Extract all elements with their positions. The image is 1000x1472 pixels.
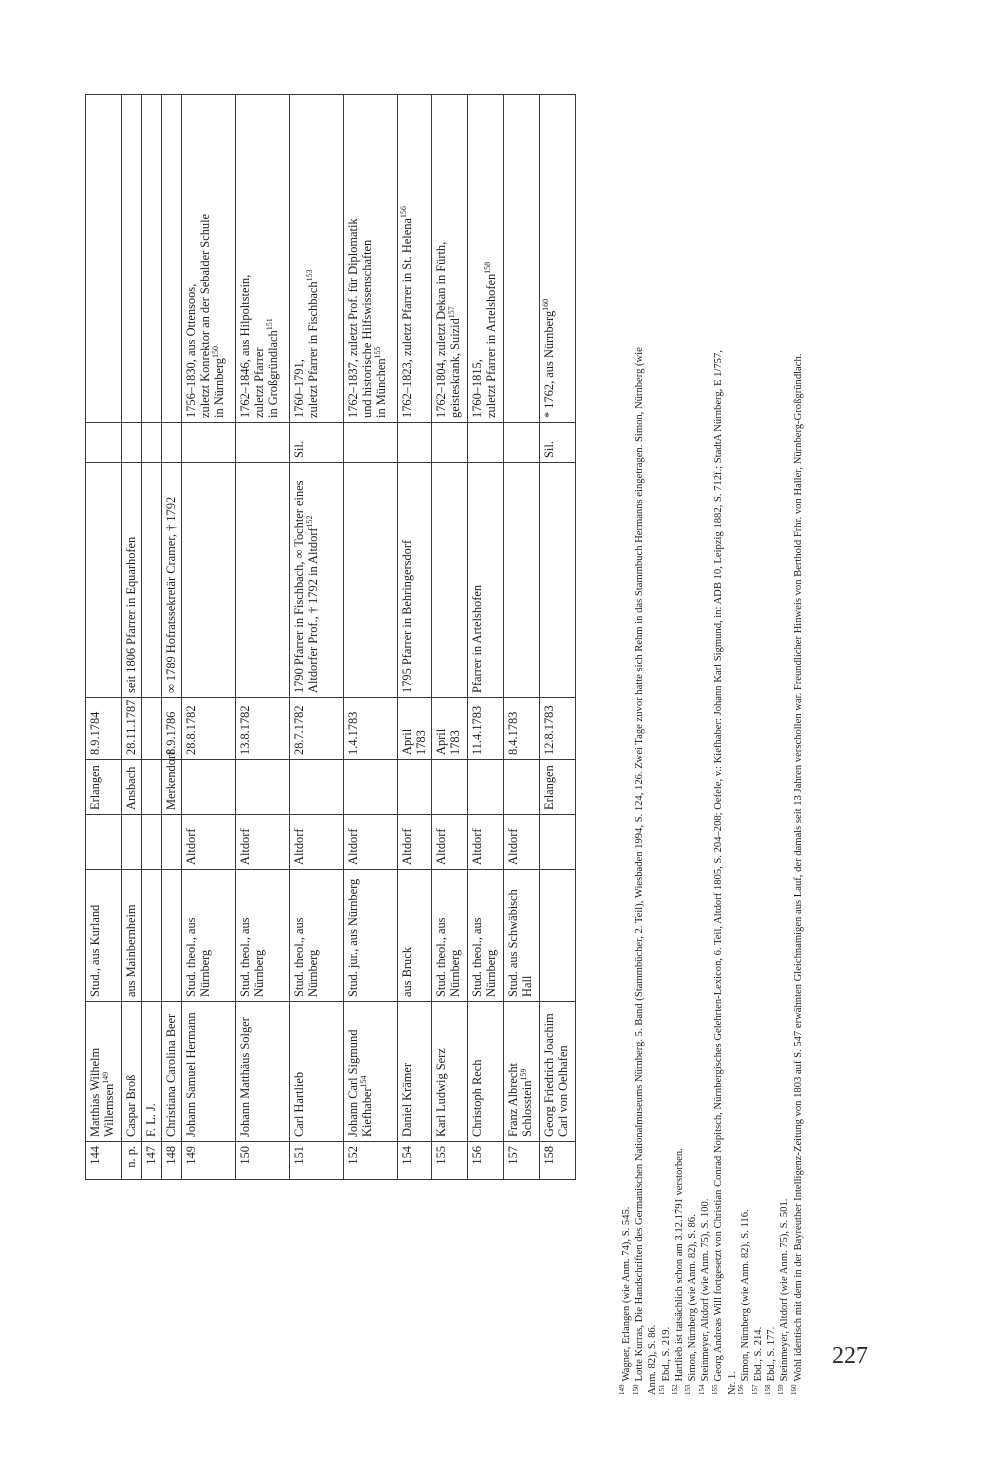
person-name: Carl Hartlieb (292, 1071, 306, 1137)
note-text: 1795 Pfarrer in Behringersdorf (400, 539, 414, 693)
date: 8.9.1786 (164, 711, 178, 755)
description-cell (182, 870, 236, 1002)
date: 13.8.1782 (238, 705, 252, 755)
biography-line (374, 99, 388, 418)
entry-number-cell (122, 1142, 142, 1180)
place-cell (182, 815, 236, 870)
biography-line (238, 99, 252, 418)
date: 8.4.1783 (506, 711, 520, 755)
note-text: seit 1806 Pfarrer in Equarhofen (124, 536, 138, 693)
place-cell (290, 815, 344, 870)
entry-number-cell (432, 1142, 468, 1180)
place-cell (504, 815, 540, 870)
entry-number-cell (344, 1142, 398, 1180)
place: Altdorf (238, 828, 252, 865)
date: 11.4.1783 (470, 705, 484, 755)
footnote (712, 335, 738, 1395)
note-cell (182, 463, 236, 698)
person-name-cont: Schlosstein (520, 1080, 534, 1137)
date: 1.4.1783 (346, 711, 360, 755)
entry-number: 144 (88, 1146, 102, 1165)
footnote-ref: 149 (100, 1071, 110, 1084)
table-row (182, 95, 236, 1180)
footnote (792, 335, 805, 1395)
name-cell (468, 1002, 504, 1142)
date-cell (182, 698, 236, 760)
entry-number: 157 (506, 1146, 520, 1165)
biography-text: zuletzt Pfarrer (252, 347, 266, 418)
footnote (633, 335, 659, 1395)
entry-number: 148 (164, 1146, 178, 1165)
description-cell (162, 870, 182, 1002)
place-cell (122, 760, 142, 815)
footnote-ref: 153 (304, 269, 314, 282)
biography-text: 1760–1791, (292, 359, 306, 418)
person-name: Christoph Rech (470, 1059, 484, 1137)
description: aus Mainbernheim (124, 904, 138, 997)
mark-cell (290, 423, 344, 463)
mark-cell (122, 423, 142, 463)
date: April 1783 (434, 728, 462, 755)
person-name: Christiana Carolina Beer (164, 1013, 178, 1137)
biography-text: in München (374, 358, 388, 418)
table-row (142, 95, 162, 1180)
mark-cell (504, 423, 540, 463)
footnote-ref: 158 (482, 261, 492, 274)
entry-number: 150 (238, 1146, 252, 1165)
name-cell (540, 1002, 576, 1142)
table-row (236, 95, 290, 1180)
biography-text: zuletzt Konrektor an der Sebalder Schule (198, 213, 212, 418)
place: Altdorf (184, 828, 198, 865)
biography-line (292, 99, 306, 418)
note-cell (236, 463, 290, 698)
place-cell (540, 815, 576, 870)
place-cell (398, 760, 432, 815)
date: 8.9.1784 (88, 711, 102, 755)
name-cell (504, 1002, 540, 1142)
footnote-number: 150 (631, 1384, 640, 1395)
biography-cell (86, 95, 122, 423)
entry-number: 156 (470, 1146, 484, 1165)
footnote-text: Georg Andreas Will fortgesetzt von Christian Conrad Nopitsch, Nürnbergisches Gelehrten-Lexicon, 6. Teil, Altdorf 1805, S. 204–208; Oefele, v.: Kiefhaber: Johann Karl Sigmund, in: ADB 10, Leipzig 1882, S. 712f.; StadtA Nürnberg, E 1/757, Nr. 1. (713, 350, 738, 1395)
biography-line (434, 99, 448, 418)
note-cell (344, 463, 398, 698)
entry-number-cell (86, 1142, 122, 1180)
person-name: Karl Ludwig Serz (434, 1048, 448, 1137)
description-cell (142, 870, 162, 1002)
entry-number-cell (504, 1142, 540, 1180)
footnote-text: Wohl identisch mit dem in der Bayreuther Intelligenz-Zeitung von 1803 auf S. 547 erwähnten Gleichnamigen aus Lauf, der damals seit 13 Jahren verschollen war. Freundlicher Hinweis von Berthold Frhr. von Haller, Nürnberg-Großgründlach. (792, 353, 804, 1382)
footnote-ref: 155 (372, 346, 382, 359)
footnote-ref: 154 (358, 1075, 368, 1088)
date-cell (162, 698, 182, 760)
table-row (468, 95, 504, 1180)
place-cell (122, 815, 142, 870)
table-row (432, 95, 468, 1180)
table-row (290, 95, 344, 1180)
place-cell (540, 760, 576, 815)
note-cell (540, 463, 576, 698)
footnote-ref: 157 (446, 306, 456, 319)
mark-cell (468, 423, 504, 463)
biography-line (346, 99, 360, 418)
note-cell (504, 463, 540, 698)
note-text-cont: Altdorfer Prof., † 1792 in Altdorf (306, 527, 320, 693)
biography-text: 1762–1846, aus Hilpoltstein, (238, 274, 252, 418)
note-cell (468, 463, 504, 698)
biography-line (306, 99, 320, 418)
footnote-text: Simon, Nürnberg (wie Anm. 82), S. 86. (687, 1214, 699, 1382)
place-cell (182, 760, 236, 815)
person-name-cont: Carl von Oelhafen (556, 1045, 570, 1137)
note-text: 1790 Pfarrer in Fischbach, ∞ Tochter eines (292, 480, 306, 693)
note-cell (86, 463, 122, 698)
mark-cell (432, 423, 468, 463)
footnote-text: Ebd., S. 177. (766, 1326, 778, 1382)
biography-cell (344, 95, 398, 423)
place-cell (162, 815, 182, 870)
date: April 1783 (400, 728, 428, 755)
footnote (620, 335, 633, 1395)
place-cell (290, 760, 344, 815)
page-number: 227 (832, 1343, 868, 1369)
person-name-line2 (360, 1006, 374, 1137)
footnote (752, 335, 765, 1395)
entry-number-cell (398, 1142, 432, 1180)
place-cell (468, 815, 504, 870)
footnote-number: 151 (658, 1384, 667, 1395)
biography-cell (432, 95, 468, 423)
place-cell (142, 815, 162, 870)
footnote-text: Steinmeyer, Altdorf (wie Anm. 75), S. 100. (700, 1198, 712, 1382)
place-cell (344, 760, 398, 815)
biography-line (252, 99, 266, 418)
note-cell (122, 463, 142, 698)
footnote (699, 335, 712, 1395)
name-cell (344, 1002, 398, 1142)
biography-text: zuletzt Pfarrer in Fischbach (306, 281, 320, 418)
mark-cell (540, 423, 576, 463)
footnote-text: Hartlieb ist tatsächlich schon am 3.12.1791 verstorben. (673, 1148, 685, 1382)
description-cell (122, 870, 142, 1002)
entry-number-cell (182, 1142, 236, 1180)
date-cell (344, 698, 398, 760)
description: Stud. theol., aus Nürnberg (434, 917, 462, 997)
place: Altdorf (434, 828, 448, 865)
table-row (504, 95, 540, 1180)
description-cell (344, 870, 398, 1002)
description-cell (290, 870, 344, 1002)
footnote (686, 335, 699, 1395)
biography-cell (122, 95, 142, 423)
date: 28.8.1782 (184, 705, 198, 755)
footnote (765, 335, 778, 1395)
place: Erlangen (88, 765, 102, 810)
entry-number-cell (468, 1142, 504, 1180)
place-cell (236, 815, 290, 870)
date: 12.8.1783 (542, 705, 556, 755)
description: Stud. theol., aus Nürnberg (292, 917, 320, 997)
date-cell (468, 698, 504, 760)
rotated-page-content (85, 90, 845, 1400)
place-cell (432, 815, 468, 870)
footnote-text: Lotte Kurras, Die Handschriften des Germanischen Nationalmuseums Nürnberg. 5. Band (Stammbücher, 2. Teil), Wiesbaden 1994, S. 124, 126. Zwei Tage zuvor hatte sich Rehm in das Stammbuch Hermanns eingetragen. Simon, Nürnberg (wie Anm. 82), S. 86. (634, 347, 659, 1395)
mark-cell (182, 423, 236, 463)
person-name: Johann Carl Sigmund (346, 1029, 360, 1137)
note-cell (398, 463, 432, 698)
biography-cell (290, 95, 344, 423)
note-text: ∞ 1789 Hofratssekretär Cramer, † 1792 (164, 496, 178, 693)
date-cell (540, 698, 576, 760)
footnote-text: Wagner, Erlangen (wie Anm. 74), S. 545. (621, 1206, 632, 1382)
person-name-line2 (102, 1006, 116, 1137)
description: Stud. theol., aus Nürnberg (238, 917, 266, 997)
name-cell (398, 1002, 432, 1142)
biography-cell (182, 95, 236, 423)
note-cell (432, 463, 468, 698)
biography-line (266, 99, 280, 418)
footnote-ref: 160 (540, 298, 550, 311)
biography-text: 1762–1837, zuletzt Prof. für Diplomatik (346, 218, 360, 418)
biography-line (542, 99, 556, 418)
entry-number-cell (236, 1142, 290, 1180)
footnote-text: Ebd., S. 219. (660, 1326, 672, 1382)
place: Erlangen (542, 765, 556, 810)
footnote-number: 153 (684, 1384, 693, 1395)
footnote-ref: 152 (304, 515, 314, 528)
footnote-text: Ebd., S. 214. (753, 1326, 765, 1382)
table-row (398, 95, 432, 1180)
biography-cell (236, 95, 290, 423)
name-cell (122, 1002, 142, 1142)
date-cell (122, 698, 142, 760)
footnote-number: 154 (697, 1384, 706, 1395)
table-row (540, 95, 576, 1180)
date: 28.7.1782 (292, 705, 306, 755)
biography-text: und historische Hilfswissenschaften (360, 239, 374, 418)
entry-number: 152 (346, 1146, 360, 1165)
biography-text: 1760–1815, (470, 359, 484, 418)
description-cell (504, 870, 540, 1002)
date-cell (142, 698, 162, 760)
biography-text: in Großgründlach (266, 330, 280, 418)
place: Altdorf (506, 828, 520, 865)
date-cell (236, 698, 290, 760)
note-cell (162, 463, 182, 698)
note-text: Pfarrer in Artelshofen (470, 584, 484, 693)
place-cell (504, 760, 540, 815)
biography-text: 1762–1823, zuletzt Pfarrer in St. Helena (400, 218, 414, 418)
biography-line (400, 99, 414, 418)
mark-cell (344, 423, 398, 463)
biography-text: geisteskrank, Suizid (448, 318, 462, 418)
person-name-cont: Willemsen (102, 1083, 116, 1137)
footnote-ref: 156 (398, 206, 408, 219)
biography-text: 1756–1830, aus Ottensoos, (184, 283, 198, 418)
description-cell (468, 870, 504, 1002)
mark: Sil. (542, 441, 556, 458)
place: Merkendorf (164, 750, 178, 810)
place: Altdorf (292, 828, 306, 865)
mark-cell (86, 423, 122, 463)
entry-number-cell (142, 1142, 162, 1180)
entry-number: 158 (542, 1146, 556, 1165)
entry-number: n. p. (124, 1146, 138, 1168)
place-cell (86, 815, 122, 870)
biography-line (184, 99, 198, 418)
biography-text: in Nürnberg (212, 358, 226, 418)
description-cell (398, 870, 432, 1002)
footnote-number: 158 (763, 1384, 772, 1395)
person-name: Georg Friedrich Joachim (542, 1013, 556, 1137)
register-table (85, 94, 576, 1180)
biography-text: zuletzt Pfarrer in Artelshofen (484, 273, 498, 418)
footnote-text: Simon, Nürnberg (wie Anm. 82), S. 116. (739, 1209, 751, 1382)
person-name: Johann Matthäus Solger (238, 1017, 252, 1137)
description: Stud. aus Schwäbisch Hall (506, 889, 534, 997)
footnote-text: Steinmeyer, Altdorf (wie Anm. 75), S. 501. (779, 1198, 791, 1382)
mark-cell (236, 423, 290, 463)
mark-cell (142, 423, 162, 463)
description: Stud. jur., aus Nürnberg (346, 878, 360, 997)
place: Altdorf (346, 828, 360, 865)
person-name: Caspar Broß (124, 1074, 138, 1137)
table-row (86, 95, 122, 1180)
entry-number: 151 (292, 1146, 306, 1165)
biography-line (198, 99, 212, 418)
description: aus Bruck (400, 947, 414, 997)
biography-text: 1762–1804, zuletzt Dekan in Fürth, (434, 241, 448, 418)
person-name: Franz Albrecht (506, 1063, 520, 1137)
entry-number: 147 (144, 1146, 158, 1165)
mark-cell (398, 423, 432, 463)
person-name: Johann Samuel Hermann (184, 1012, 198, 1137)
footnote-ref: 151 (264, 318, 274, 331)
date-cell (398, 698, 432, 760)
name-cell (290, 1002, 344, 1142)
biography-line (470, 99, 484, 418)
place-cell (344, 815, 398, 870)
footnotes (620, 335, 805, 1395)
biography-line (212, 99, 226, 418)
footnote-ref: 150 (210, 346, 220, 358)
mark-cell (162, 423, 182, 463)
description: Stud. theol., aus Nürnberg (470, 917, 498, 997)
place: Altdorf (400, 828, 414, 865)
name-cell (86, 1002, 122, 1142)
mark: Sil. (292, 441, 306, 458)
biography-text: * 1762, aus Nürnberg (542, 310, 556, 418)
table-row (162, 95, 182, 1180)
biography-cell (468, 95, 504, 423)
footnote-number: 152 (671, 1384, 680, 1395)
person-name-line2 (520, 1006, 534, 1137)
person-name-cont: Kiefhaber (360, 1087, 374, 1137)
place-cell (162, 750, 182, 815)
footnote (660, 335, 673, 1395)
place-cell (468, 760, 504, 815)
biography-cell (162, 95, 182, 423)
name-cell (142, 1002, 162, 1142)
place-cell (432, 760, 468, 815)
description-cell (86, 870, 122, 1002)
footnote-number: 157 (750, 1384, 759, 1395)
footnote (673, 335, 686, 1395)
biography-line (360, 99, 374, 418)
person-name: Matthias Wilhelm (88, 1047, 102, 1137)
name-cell (182, 1002, 236, 1142)
place: Ansbach (124, 766, 138, 810)
description-cell (432, 870, 468, 1002)
entry-number: 155 (434, 1146, 448, 1165)
date-cell (86, 698, 122, 760)
footnote (778, 335, 791, 1395)
footnote-number: 159 (776, 1384, 785, 1395)
description-cell (540, 870, 576, 1002)
note-cell (142, 463, 162, 698)
biography-cell (504, 95, 540, 423)
entry-number: 154 (400, 1146, 414, 1165)
place-cell (236, 760, 290, 815)
entry-number-cell (290, 1142, 344, 1180)
person-name: F. L. J. (144, 1103, 158, 1137)
date: 28.11.1787 (124, 699, 138, 755)
place-cell (86, 760, 122, 815)
entry-number-cell (540, 1142, 576, 1180)
description-cell (236, 870, 290, 1002)
date-cell (432, 698, 468, 760)
footnote-number: 149 (618, 1384, 627, 1395)
note-text-line2 (306, 467, 320, 693)
description: Stud., aus Kurland (88, 904, 102, 997)
footnote-ref: 159 (518, 1068, 528, 1081)
name-cell (236, 1002, 290, 1142)
biography-cell (398, 95, 432, 423)
footnote-number: 156 (737, 1384, 746, 1395)
person-name: Daniel Krämer (400, 1063, 414, 1137)
biography-line (448, 99, 462, 418)
description: Stud. theol., aus Nürnberg (184, 917, 212, 997)
footnote-number: 160 (790, 1384, 799, 1395)
note-cell (290, 463, 344, 698)
date-cell (290, 698, 344, 760)
name-cell (162, 1002, 182, 1142)
place-cell (398, 815, 432, 870)
name-cell (432, 1002, 468, 1142)
footnote (739, 335, 752, 1395)
biography-cell (540, 95, 576, 423)
biography-line (484, 99, 498, 418)
entry-number-cell (162, 1142, 182, 1180)
table-row (122, 95, 142, 1180)
place-cell (142, 760, 162, 815)
footnote-number: 155 (710, 1384, 719, 1395)
entry-number: 149 (184, 1146, 198, 1165)
biography-cell (142, 95, 162, 423)
place: Altdorf (470, 828, 484, 865)
date-cell (504, 698, 540, 760)
table-row (344, 95, 398, 1180)
person-name-line2 (556, 1006, 570, 1137)
